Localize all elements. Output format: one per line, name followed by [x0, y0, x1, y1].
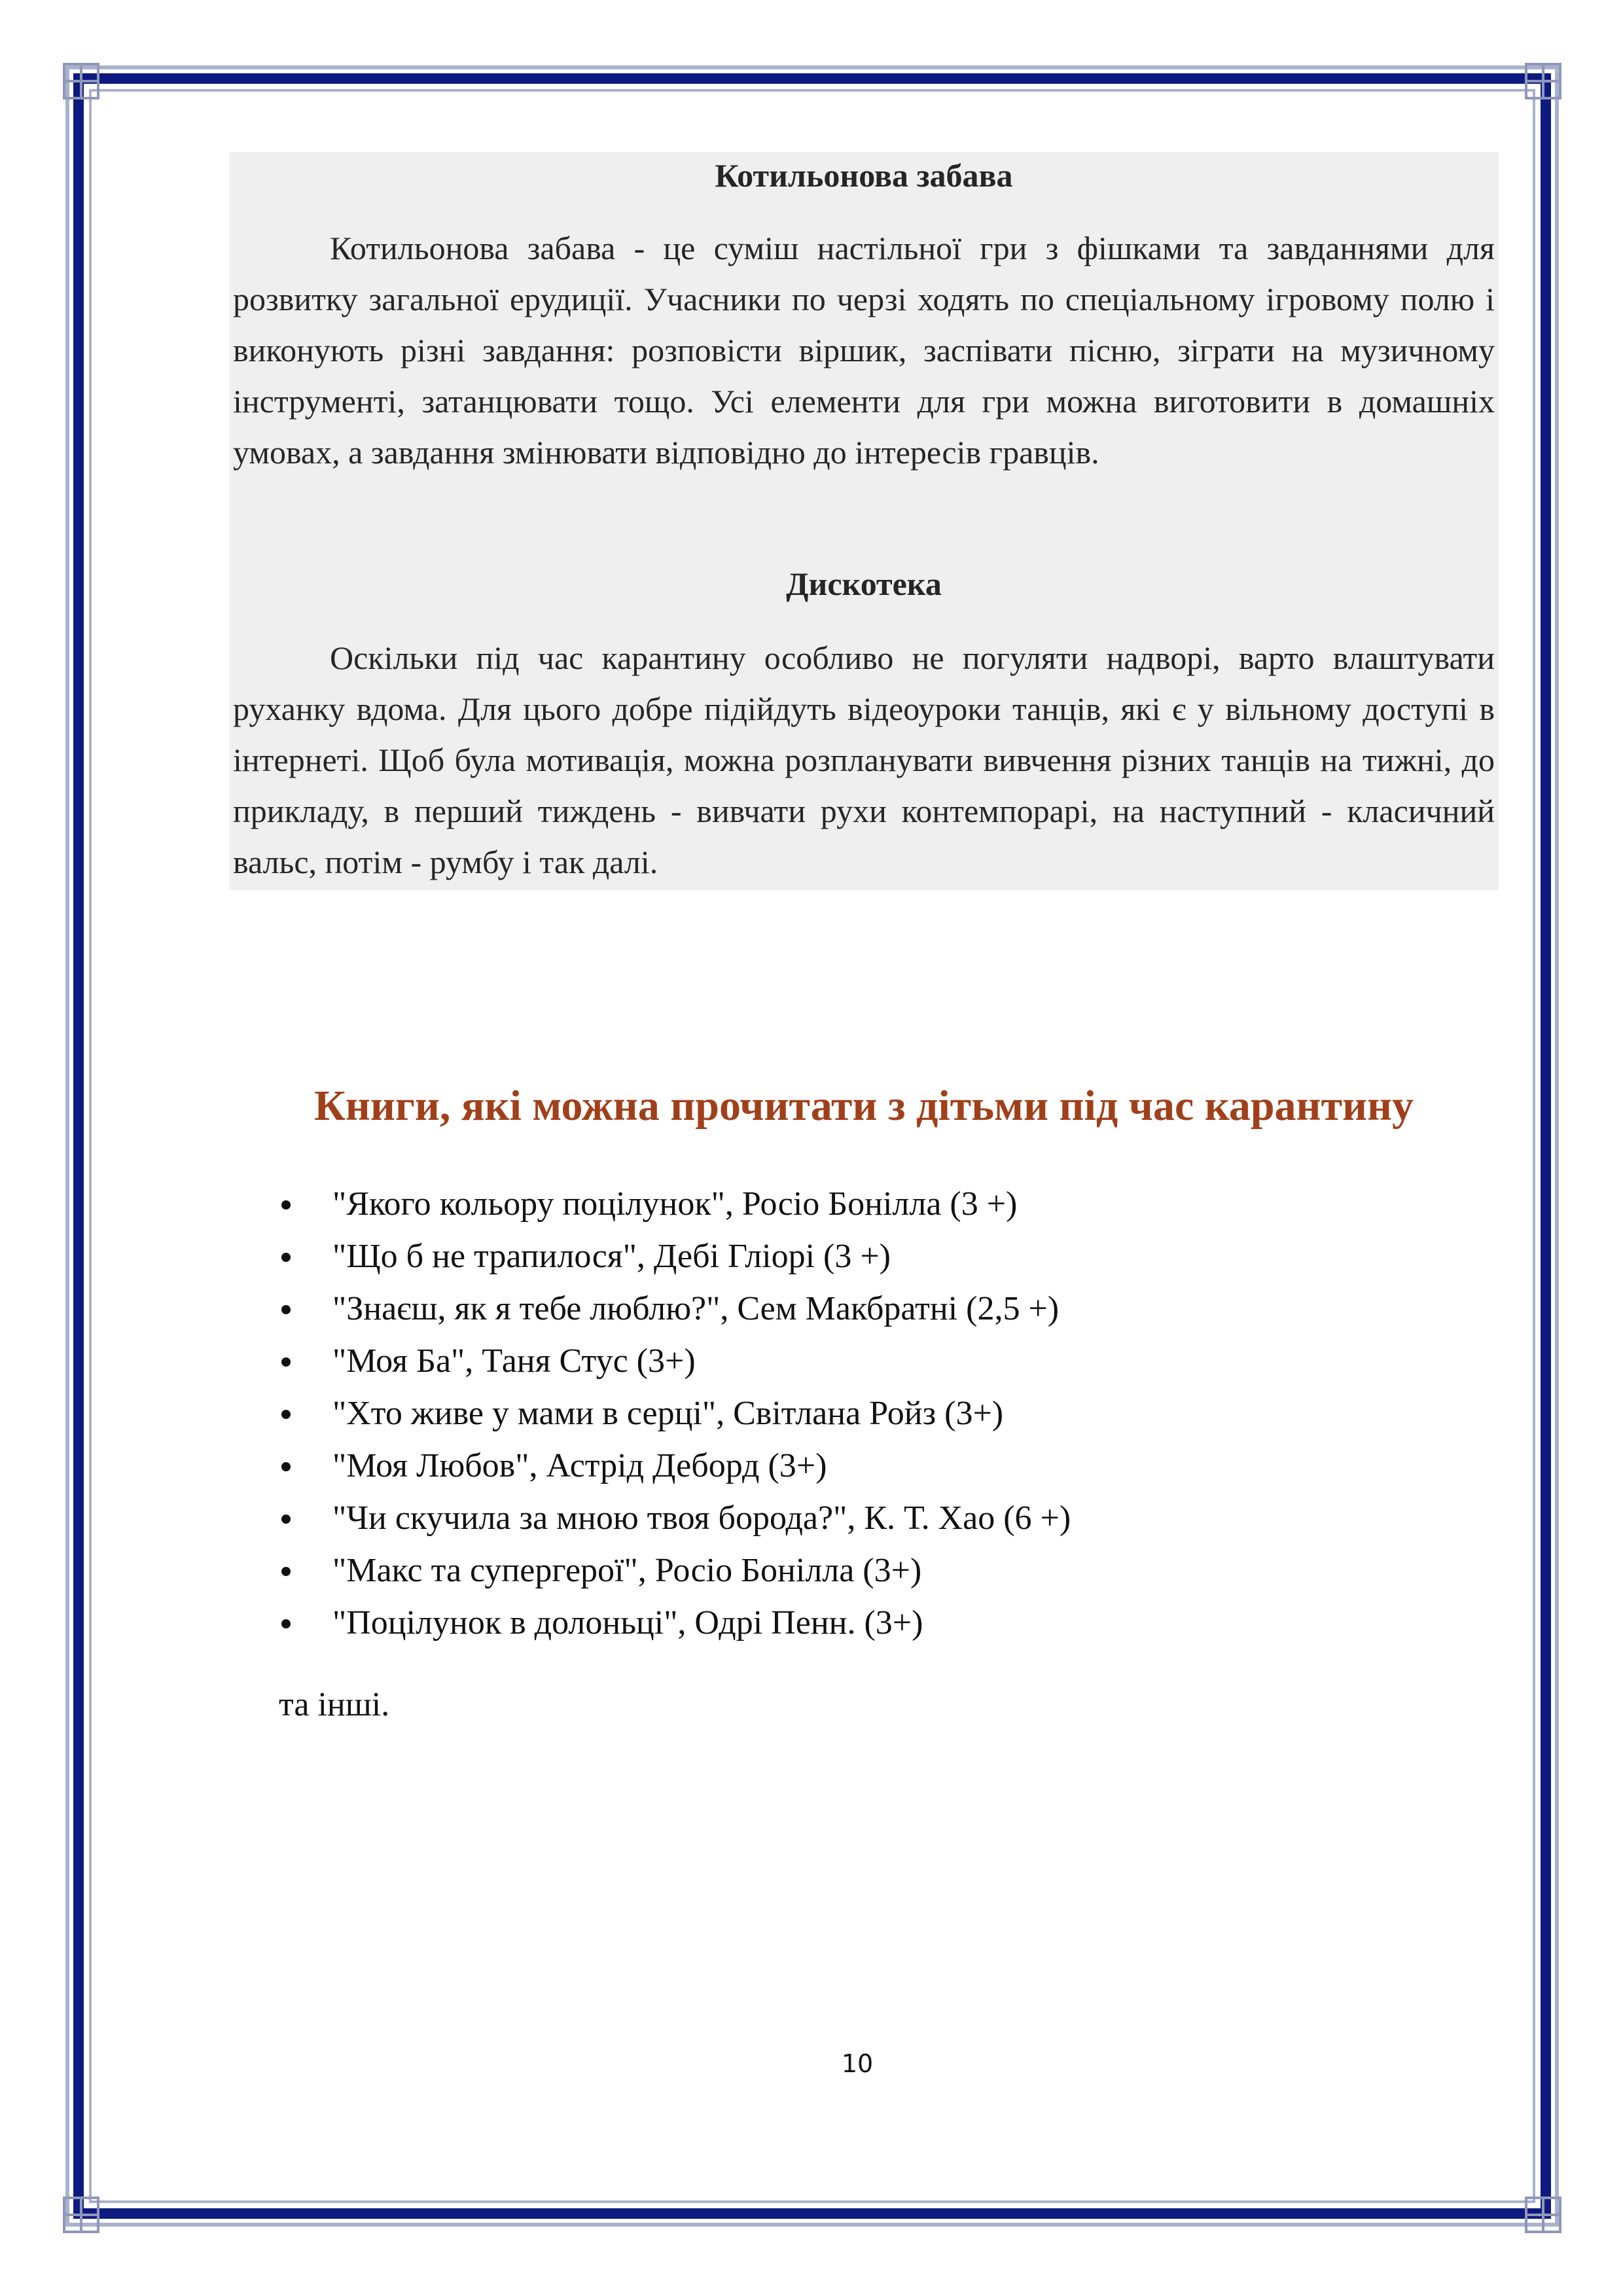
- book-list: [262, 1178, 1071, 1649]
- book-title: "Знаєш, як я тебе люблю?", Сем Макбратні (2,5 +): [332, 1290, 1060, 1327]
- book-title: "Моя Ба", Таня Стус (3+): [332, 1342, 696, 1380]
- section-title-kotylion: Котильонова забава: [715, 157, 1013, 194]
- frame-corner-ornament: [63, 63, 99, 99]
- book-title: "Поцілунок в долоньці", Одрі Пенн. (3+): [332, 1604, 923, 1641]
- list-item: [262, 1545, 1071, 1597]
- book-title: "Макс та супергерої", Росіо Бонілла (3+): [332, 1552, 922, 1589]
- bullet-icon: [281, 1200, 291, 1210]
- list-item: [262, 1440, 1071, 1492]
- bullet-icon: [281, 1567, 291, 1576]
- bullet-icon: [281, 1462, 291, 1471]
- list-footer-note: та інші.: [279, 1686, 390, 1723]
- book-title: "Моя Любов", Астрід Деборд (3+): [332, 1447, 827, 1484]
- section-text-kotylion: Котильонова забава - це суміш настільної гри з фішками та завданнями для розвитку загальної ерудиції. Учасники по черзі ходять по спеціальному ігровому полю і виконують різні завдання: розповісти віршик, заспівати пісню, зіграти на музичному інструменті, затанцювати тощо. Усі елементи для гри можна виготовити в домашніх умовах, а завдання змінювати відповідно до інтересів гравців.: [233, 230, 1495, 471]
- book-title: "Якого кольору поцілунок", Росіо Бонілла (3 +): [332, 1185, 1018, 1223]
- bullet-icon: [281, 1619, 291, 1628]
- list-item: [262, 1597, 1071, 1649]
- books-heading: Книги, які можна прочитати з дітьми під час карантину: [313, 1082, 1414, 1130]
- bullet-icon: [281, 1305, 291, 1314]
- book-title: "Чи скучила за мною твоя борода?", К. Т. Хао (6 +): [332, 1499, 1071, 1537]
- list-item: [262, 1492, 1071, 1545]
- bullet-icon: [281, 1253, 291, 1262]
- frame-corner-ornament: [63, 2197, 99, 2233]
- list-item: [262, 1178, 1071, 1230]
- bullet-icon: [281, 1357, 291, 1367]
- section-title-disco: Дискотека: [786, 565, 942, 602]
- book-title: "Хто живе у мами в серці", Світлана Ройз (3+): [332, 1395, 1004, 1432]
- frame-corner-ornament: [1525, 2197, 1561, 2233]
- page-number: 10: [841, 2049, 874, 2078]
- list-item: [262, 1335, 1071, 1388]
- bullet-icon: [281, 1410, 291, 1419]
- frame-corner-ornament: [1525, 63, 1561, 99]
- book-title: "Що б не трапилося", Дебі Гліорі (3 +): [332, 1238, 891, 1275]
- list-item: [262, 1230, 1071, 1283]
- section-text-disco: Оскільки під час карантину особливо не погуляти надворі, варто влаштувати руханку вдома. Для цього добре підійдуть відеоуроки танців, які є у вільному доступі в інтернеті. Щоб була мотивація, можна розпланувати вивчення різних танців на тижні, до прикладу, в перший тиждень - вивчати рухи контемпорарі, на наступний - класичний вальс, потім - румбу і так далі.: [233, 639, 1495, 880]
- list-item: [262, 1388, 1071, 1440]
- list-item: [262, 1283, 1071, 1335]
- bullet-icon: [281, 1515, 291, 1524]
